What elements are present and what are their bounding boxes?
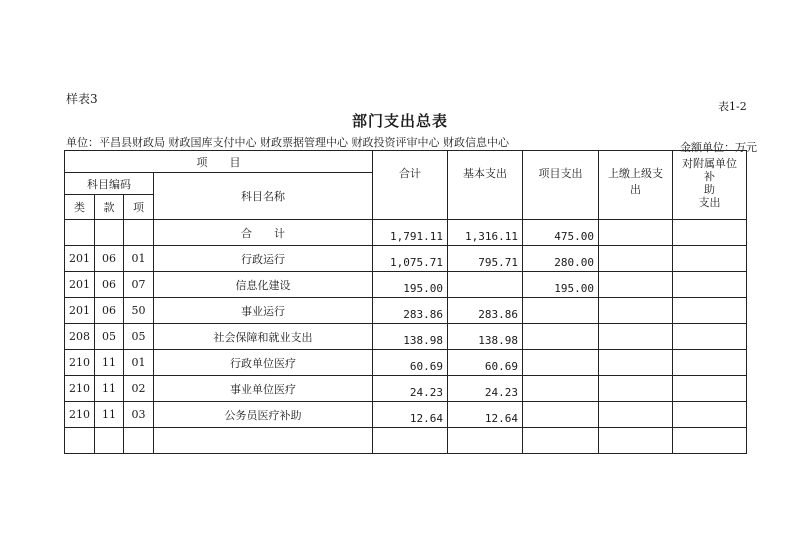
- code-xiang: 50: [124, 298, 154, 324]
- code-kuan: 06: [95, 272, 124, 298]
- code-lei: 208: [65, 324, 95, 350]
- subject-name: 行政运行: [154, 246, 373, 272]
- amount-basic: 795.71: [448, 246, 523, 272]
- code-xiang: 01: [124, 246, 154, 272]
- amount-project: 280.00: [523, 246, 599, 272]
- amount-total: 283.86: [373, 298, 448, 324]
- amount-total: 60.69: [373, 350, 448, 376]
- amount-basic: 1,316.11: [448, 220, 523, 246]
- amount-upper: [599, 428, 673, 454]
- amount-project: [523, 376, 599, 402]
- subject-name: 合 计: [154, 220, 373, 246]
- amount-total: 1,791.11: [373, 220, 448, 246]
- amount-subsidy: [673, 402, 747, 428]
- table-row: [65, 324, 747, 350]
- code-kuan: 05: [95, 324, 124, 350]
- header-subsidy-line1: 对附属单位补: [682, 157, 737, 183]
- amount-project: [523, 298, 599, 324]
- code-kuan: [95, 220, 124, 246]
- amount-subsidy: [673, 298, 747, 324]
- amount-basic: 24.23: [448, 376, 523, 402]
- page-title: 部门支出总表: [351, 112, 448, 130]
- unit-line: 单位：平昌县财政局 财政国库支付中心 财政票据管理中心 财政投资评审中心 财政信息中心: [66, 136, 509, 149]
- header-total: 合计: [373, 151, 448, 220]
- table-row: [65, 350, 747, 376]
- code-xiang: 01: [124, 350, 154, 376]
- amount-upper: [599, 220, 673, 246]
- subject-name: 公务员医疗补助: [154, 402, 373, 428]
- table-row: [65, 298, 747, 324]
- amount-project: 475.00: [523, 220, 599, 246]
- header-name: 科目名称: [154, 173, 373, 220]
- expenditure-table: [64, 150, 747, 454]
- header-row-1: [65, 151, 747, 173]
- amount-upper: [599, 246, 673, 272]
- header-xiang: 项: [124, 195, 154, 220]
- code-xiang: 03: [124, 402, 154, 428]
- amount-upper: [599, 376, 673, 402]
- amount-total: [373, 428, 448, 454]
- header-basic: 基本支出: [448, 151, 523, 220]
- table-row: [65, 376, 747, 402]
- code-lei: 201: [65, 298, 95, 324]
- header-subsidy: [673, 151, 747, 220]
- code-lei: 210: [65, 402, 95, 428]
- code-lei: 201: [65, 272, 95, 298]
- amount-subsidy: [673, 272, 747, 298]
- code-kuan: 06: [95, 246, 124, 272]
- amount-subsidy: [673, 376, 747, 402]
- subject-name: [154, 428, 373, 454]
- code-kuan: 11: [95, 376, 124, 402]
- subject-name: 事业单位医疗: [154, 376, 373, 402]
- subject-name: 事业运行: [154, 298, 373, 324]
- amount-subsidy: [673, 350, 747, 376]
- sample-label: 样表3: [66, 92, 98, 106]
- amount-subsidy: [673, 220, 747, 246]
- header-project: 项 目: [65, 151, 373, 173]
- amount-subsidy: [673, 428, 747, 454]
- code-kuan: 06: [95, 298, 124, 324]
- code-xiang: [124, 428, 154, 454]
- amount-upper: [599, 402, 673, 428]
- code-xiang: 07: [124, 272, 154, 298]
- table-row: [65, 272, 747, 298]
- subject-name: 信息化建设: [154, 272, 373, 298]
- amount-project: [523, 350, 599, 376]
- code-lei: 210: [65, 376, 95, 402]
- amount-basic: [448, 272, 523, 298]
- table-row: [65, 246, 747, 272]
- code-lei: 201: [65, 246, 95, 272]
- header-upper: 上缴上级支出: [599, 151, 673, 220]
- amount-total: 24.23: [373, 376, 448, 402]
- amount-project: 195.00: [523, 272, 599, 298]
- header-kuan: 款: [95, 195, 124, 220]
- table-row: [65, 428, 747, 454]
- amount-project: [523, 324, 599, 350]
- amount-project: [523, 428, 599, 454]
- amount-subsidy: [673, 324, 747, 350]
- code-xiang: 05: [124, 324, 154, 350]
- code-lei: [65, 220, 95, 246]
- amount-basic: 138.98: [448, 324, 523, 350]
- header-project-expense: 项目支出: [523, 151, 599, 220]
- code-kuan: 11: [95, 402, 124, 428]
- amount-subsidy: [673, 246, 747, 272]
- amount-total: 1,075.71: [373, 246, 448, 272]
- amount-upper: [599, 272, 673, 298]
- code-xiang: 02: [124, 376, 154, 402]
- code-kuan: [95, 428, 124, 454]
- amount-basic: 60.69: [448, 350, 523, 376]
- code-lei: 210: [65, 350, 95, 376]
- code-xiang: [124, 220, 154, 246]
- amount-project: [523, 402, 599, 428]
- amount-upper: [599, 298, 673, 324]
- amount-upper: [599, 350, 673, 376]
- table-number: 表1-2: [718, 100, 747, 113]
- code-kuan: 11: [95, 350, 124, 376]
- header-subsidy-line3: 支出: [698, 196, 721, 209]
- subject-name: 行政单位医疗: [154, 350, 373, 376]
- amount-basic: 12.64: [448, 402, 523, 428]
- header-lei: 类: [65, 195, 95, 220]
- code-lei: [65, 428, 95, 454]
- amount-unit: 金额单位：万元: [680, 141, 757, 154]
- amount-upper: [599, 324, 673, 350]
- amount-basic: [448, 428, 523, 454]
- amount-total: 12.64: [373, 402, 448, 428]
- subject-name: 社会保障和就业支出: [154, 324, 373, 350]
- amount-basic: 283.86: [448, 298, 523, 324]
- header-subsidy-line2: 助: [704, 183, 715, 196]
- table-row: [65, 220, 747, 246]
- header-code: 科目编码: [65, 173, 154, 195]
- amount-total: 195.00: [373, 272, 448, 298]
- amount-total: 138.98: [373, 324, 448, 350]
- table-row: [65, 402, 747, 428]
